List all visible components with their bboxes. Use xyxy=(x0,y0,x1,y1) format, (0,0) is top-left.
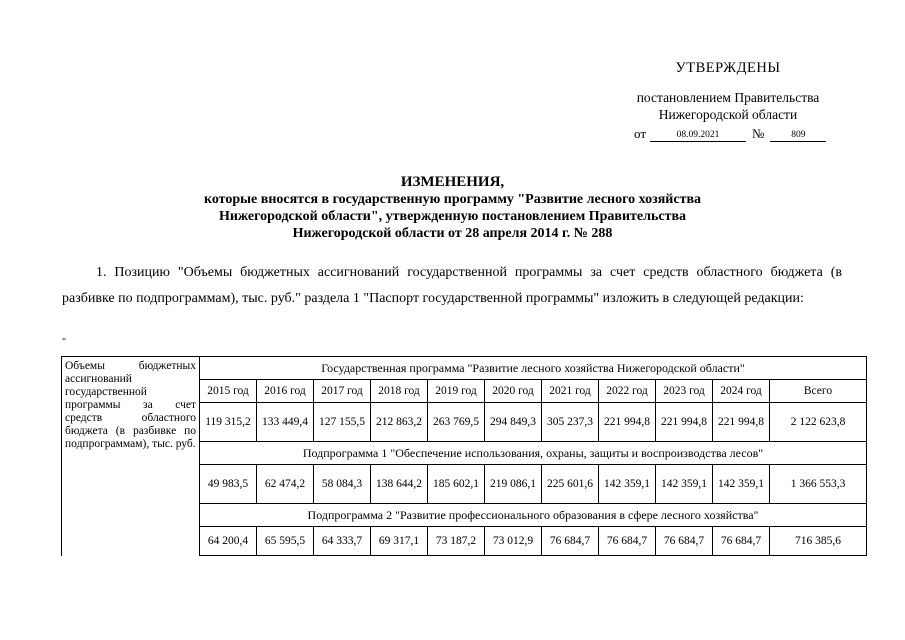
approval-date-row xyxy=(634,125,838,142)
value-cell: 76 684,7 xyxy=(599,527,656,556)
body-paragraph-text: 1. Позицию "Объемы бюджетных ассигнований государственной программы за счет средств областного бюджета (в разбивке по подпрограммам), тыс. руб." раздела 1 "Паспорт государственной программы" изложить в следующей редакции: xyxy=(62,265,842,306)
quote-open-mark: " xyxy=(62,337,67,348)
year-cell: 2020 год xyxy=(485,380,542,403)
subprogram-2-title-cell: Подпрограмма 2 "Развитие профессионального образования в сфере лесного хозяйства" xyxy=(200,504,867,527)
value-cell: 65 595,5 xyxy=(257,527,314,556)
program-title-cell: Государственная программа "Развитие лесного хозяйства Нижегородской области" xyxy=(200,357,867,380)
total-value-cell: 2 122 623,8 xyxy=(770,403,867,442)
value-cell: 221 994,8 xyxy=(599,403,656,442)
document-heading xyxy=(0,174,905,242)
value-cell: 76 684,7 xyxy=(656,527,713,556)
heading-line-4: Нижегородской области от 28 апреля 2014 г. № 288 xyxy=(292,226,613,241)
value-cell: 69 317,1 xyxy=(371,527,428,556)
value-cell: 73 187,2 xyxy=(428,527,485,556)
value-cell: 221 994,8 xyxy=(713,403,770,442)
heading-line-3: Нижегородской области", утвержденную постановлением Правительства xyxy=(218,209,687,224)
value-cell: 212 863,2 xyxy=(371,403,428,442)
value-cell: 263 769,5 xyxy=(428,403,485,442)
value-cell: 58 084,3 xyxy=(314,465,371,504)
total-value-cell: 716 385,6 xyxy=(770,527,867,556)
heading-line-1: ИЗМЕНЕНИЯ, xyxy=(400,174,505,190)
approval-date: 08.09.2021 xyxy=(650,130,746,142)
value-cell: 127 155,5 xyxy=(314,403,371,442)
value-cell: 64 333,7 xyxy=(314,527,371,556)
approval-from-label: от xyxy=(634,126,647,141)
approval-line-2: Нижегородской области xyxy=(658,107,798,122)
value-cell: 185 602,1 xyxy=(428,465,485,504)
body-paragraph xyxy=(62,260,842,312)
value-cell: 73 012,9 xyxy=(485,527,542,556)
year-cell: 2016 год xyxy=(257,380,314,403)
year-cell: 2017 год xyxy=(314,380,371,403)
value-cell: 294 849,3 xyxy=(485,403,542,442)
value-cell: 119 315,2 xyxy=(200,403,257,442)
approval-line-1: постановлением Правительства xyxy=(636,90,820,105)
budget-left-label: Объемы бюджетных ассигнований государственной программы за счет средств областного бюджета (в разбивке по подпрограммам), тыс. руб. xyxy=(62,357,200,556)
year-cell: 2021 год xyxy=(542,380,599,403)
value-cell: 142 359,1 xyxy=(656,465,713,504)
value-cell: 305 237,3 xyxy=(542,403,599,442)
total-header-cell: Всего xyxy=(770,380,867,403)
value-cell: 133 449,4 xyxy=(257,403,314,442)
value-cell: 138 644,2 xyxy=(371,465,428,504)
value-cell: 76 684,7 xyxy=(542,527,599,556)
approval-title: УТВЕРЖДЕНЫ xyxy=(675,60,781,76)
value-cell: 221 994,8 xyxy=(656,403,713,442)
value-cell: 225 601,6 xyxy=(542,465,599,504)
value-cell: 64 200,4 xyxy=(200,527,257,556)
year-cell: 2019 год xyxy=(428,380,485,403)
heading-line-2: которые вносятся в государственную программу "Развитие лесного хозяйства xyxy=(203,192,702,207)
value-cell: 62 474,2 xyxy=(257,465,314,504)
year-cell: 2015 год xyxy=(200,380,257,403)
value-cell: 142 359,1 xyxy=(599,465,656,504)
value-cell: 49 983,5 xyxy=(200,465,257,504)
year-cell: 2023 год xyxy=(656,380,713,403)
approval-number-label: № xyxy=(752,126,765,141)
year-cell: 2024 год xyxy=(713,380,770,403)
budget-table xyxy=(61,356,867,556)
value-cell: 219 086,1 xyxy=(485,465,542,504)
approval-number: 809 xyxy=(770,130,826,142)
year-cell: 2022 год xyxy=(599,380,656,403)
approval-block xyxy=(618,60,838,142)
total-value-cell: 1 366 553,3 xyxy=(770,465,867,504)
value-cell: 142 359,1 xyxy=(713,465,770,504)
year-cell: 2018 год xyxy=(371,380,428,403)
subprogram-1-title-cell: Подпрограмма 1 "Обеспечение использования, охраны, защиты и воспроизводства лесов" xyxy=(200,442,867,465)
value-cell: 76 684,7 xyxy=(713,527,770,556)
